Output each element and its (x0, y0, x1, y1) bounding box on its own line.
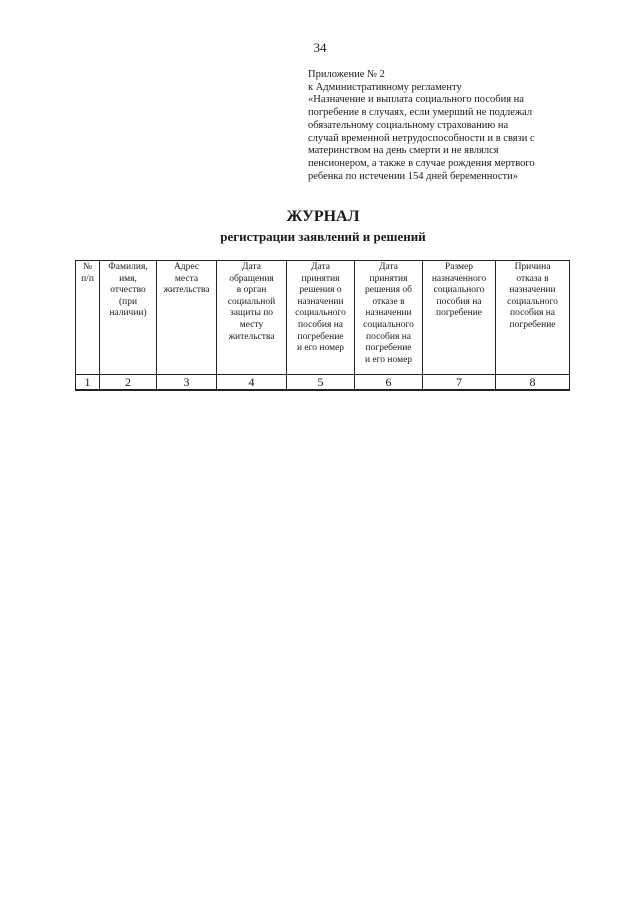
header-line: назначении (365, 308, 412, 319)
header-line: в орган (236, 285, 267, 296)
column-number: 2 (100, 375, 157, 391)
header-line: и его номер (296, 343, 345, 354)
column-number: 3 (157, 375, 217, 391)
column-number: 7 (423, 375, 496, 391)
appendix-line: материнством на день смерти и не являлся (308, 145, 499, 157)
header-line: пособия на (510, 308, 555, 319)
header-line: социального (507, 296, 558, 307)
header-line: Причина (514, 262, 551, 272)
document-title: ЖУРНАЛ (286, 208, 360, 225)
column-number: 4 (217, 375, 287, 391)
header-cell-refusal-reason (496, 261, 570, 375)
appendix-line: пенсионером, а также в случае рождения мертвого (308, 157, 535, 169)
column-number-row (76, 375, 570, 391)
header-line: погребение (435, 308, 482, 319)
header-line: места (174, 273, 199, 284)
header-cell-address (157, 261, 217, 375)
appendix-line: случай временной нетрудоспособности и в связи с (308, 132, 535, 144)
header-line: социального (363, 319, 414, 330)
header-cell-refusal-decision (355, 261, 423, 375)
header-line: обращения (229, 273, 274, 284)
header-line: социального (433, 285, 485, 296)
header-line: назначенного (431, 273, 487, 284)
header-line: месту (239, 319, 264, 330)
header-line: отказа в (516, 273, 549, 284)
header-line: решения об (365, 285, 412, 296)
header-line: социальной (227, 296, 276, 307)
appendix-line: «Назначение и выплата социального пособия на (308, 94, 524, 106)
header-cell-grant-decision (287, 261, 355, 375)
appendix-line: Приложение № 2 (308, 69, 385, 80)
header-line: отказе в (372, 296, 405, 307)
header-line: защиты по (229, 308, 274, 319)
header-cell-number (76, 261, 100, 375)
header-line: (при (118, 296, 138, 307)
header-line: имя, (119, 273, 137, 284)
column-number: 6 (355, 375, 423, 391)
header-cell-full-name (100, 261, 157, 375)
column-number: 1 (76, 375, 100, 391)
header-line: отчество (110, 285, 146, 296)
header-cell-application-date (217, 261, 287, 375)
header-line: наличии) (109, 308, 147, 319)
header-line: назначении (509, 285, 556, 296)
header-line: п/п (81, 273, 94, 284)
header-line: пособия на (298, 319, 343, 330)
journal-table (75, 260, 570, 391)
header-line: решения о (299, 285, 342, 296)
header-line: Фамилия, (108, 262, 148, 272)
header-line: № (82, 262, 93, 272)
header-line: Размер (444, 262, 474, 272)
header-line: погребение (297, 331, 344, 342)
column-number: 5 (287, 375, 355, 391)
document-subtitle: регистрации заявлений и решений (220, 229, 426, 244)
appendix-line: обязательному социальному страхованию на (308, 119, 509, 131)
appendix-line: к Административному регламенту (308, 81, 462, 93)
header-line: принятия (301, 273, 340, 284)
header-line: социального (295, 308, 346, 319)
appendix-line: ребенка по истечении 154 дней беременности» (308, 170, 518, 182)
header-line: Дата (242, 262, 261, 272)
header-line: жительства (163, 285, 210, 296)
header-line: Адрес (173, 262, 200, 272)
header-line: назначении (297, 296, 344, 307)
header-line: пособия на (366, 331, 411, 342)
header-line: Дата (379, 262, 398, 272)
header-line: и его номер (364, 354, 413, 365)
header-line: жительства (228, 331, 275, 342)
appendix-line: погребение в случаях, если умерший не подлежал (308, 107, 533, 119)
page-number: 34 (313, 40, 327, 55)
column-number: 8 (496, 375, 570, 391)
header-line: принятия (369, 273, 408, 284)
header-line: пособия на (436, 296, 482, 307)
header-line: погребение (509, 319, 556, 330)
header-cell-benefit-amount (423, 261, 496, 375)
header-line: Дата (311, 262, 330, 272)
header-line: погребение (365, 343, 412, 354)
appendix-block (308, 69, 600, 183)
table-header-row (76, 261, 570, 375)
